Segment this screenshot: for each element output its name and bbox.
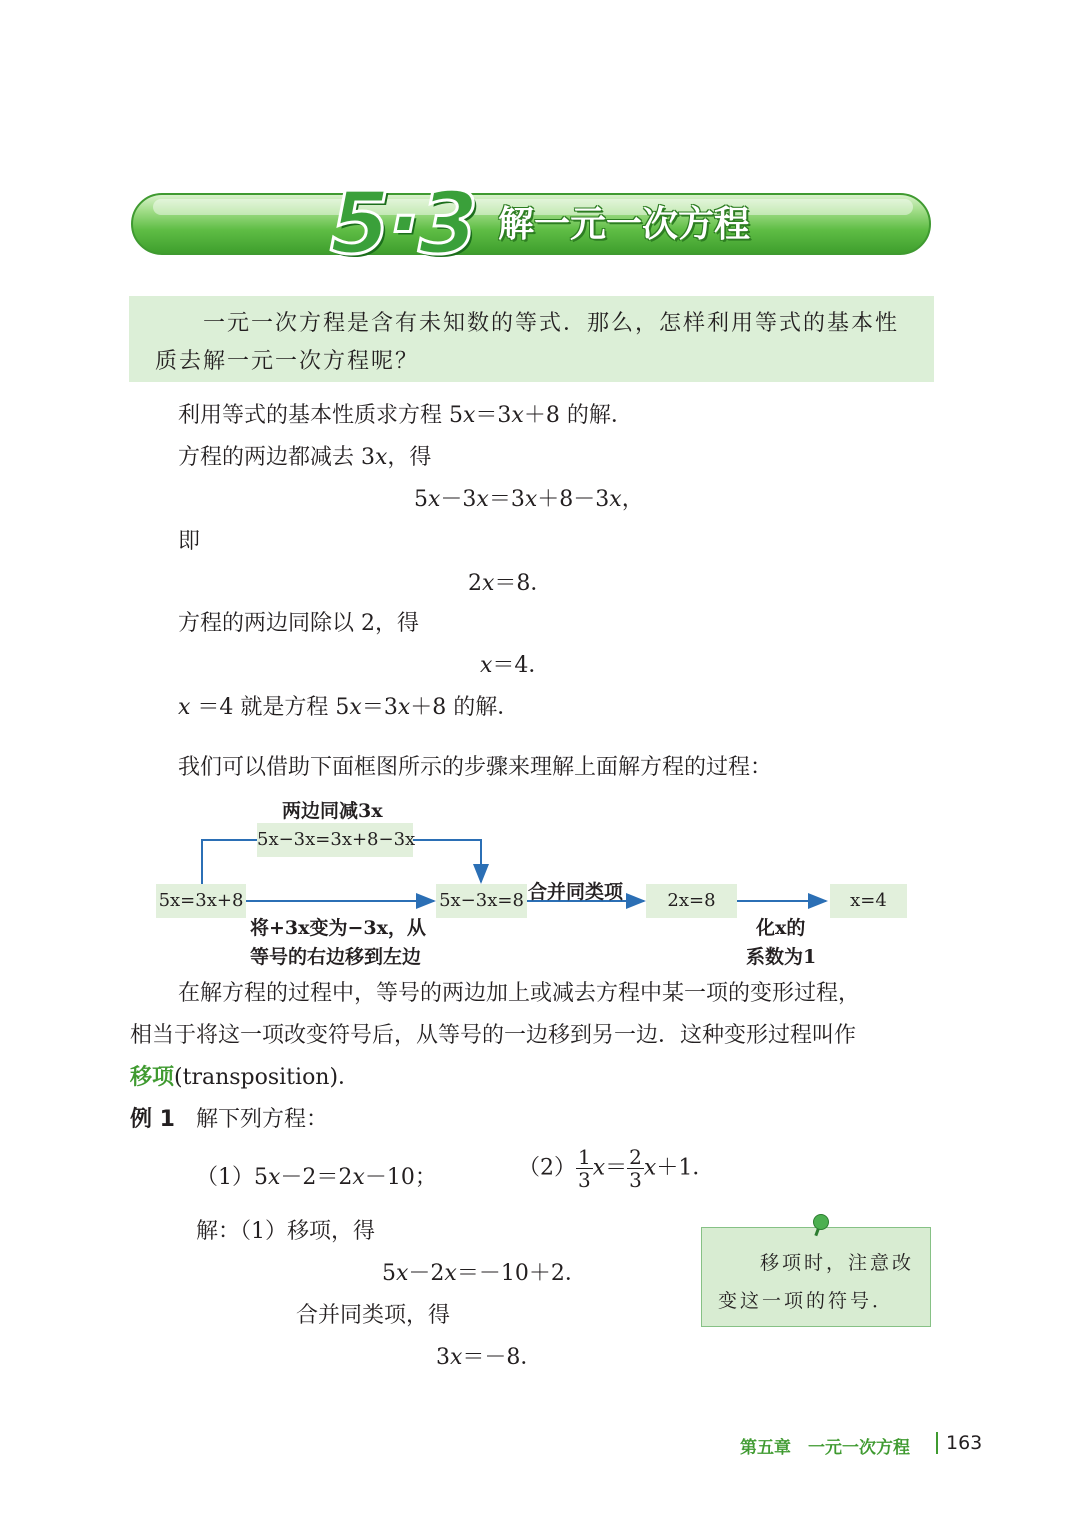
ji-text: 即 — [178, 529, 201, 554]
var-x: x — [396, 1261, 409, 1286]
p1-post: 的解． — [559, 403, 633, 428]
intro-line-2: 质去解一元一次方程呢？ — [155, 349, 420, 374]
var-x: x — [480, 653, 493, 678]
fraction-two-thirds — [627, 1146, 644, 1191]
var-x: x — [349, 695, 362, 720]
var-x: x — [643, 1155, 657, 1181]
flow-box-3: 2x=8 — [646, 884, 737, 918]
footer-divider — [936, 1432, 938, 1454]
solution-line-1: 解：（1）移项，得 — [196, 1219, 375, 1244]
frac-den: 3 — [629, 1168, 642, 1192]
p4-part: ＝4 就是方程 5 — [190, 695, 350, 720]
flow-box-2: 5x−3x=8 — [436, 884, 527, 918]
example-1 — [130, 1102, 328, 1133]
pushpin-icon — [813, 1214, 829, 1230]
var-x: x — [511, 403, 524, 428]
q2-post: ＋1． — [656, 1155, 715, 1181]
example-label: 例 1 — [130, 1107, 175, 1132]
paragraph-6-line-1: 在解方程的过程中，等号的两边加上或减去方程中某一项的变形过程， — [178, 981, 861, 1006]
q1-part: －2＝2 — [280, 1165, 353, 1190]
page-number: 163 — [946, 1432, 983, 1454]
eq-part: 2 — [468, 571, 482, 596]
flow-top-label: 两边同减3x — [282, 800, 383, 822]
note-line-1: 移项时，注意改 — [760, 1252, 915, 1274]
var-x: x — [524, 487, 538, 512]
solution-equation-1 — [382, 1256, 587, 1287]
frac-num: 1 — [578, 1145, 591, 1169]
var-x: x — [450, 1345, 463, 1370]
p4-part: ＋8 的解． — [410, 695, 520, 720]
p2-text: 方程的两边都减去 3 — [178, 445, 375, 470]
footer-chapter: 第五章 一元一次方程 — [740, 1438, 910, 1458]
eq-part: ＝－8． — [462, 1345, 543, 1370]
eq-part: ＝3 — [488, 487, 525, 512]
eq-part: －2 — [408, 1261, 445, 1286]
p1-eq-c: ＋8 — [523, 403, 560, 428]
paragraph-3: 方程的两边同除以 2，得 — [178, 611, 419, 636]
eq-part: ＝4． — [492, 653, 551, 678]
frac-num: 2 — [629, 1145, 642, 1169]
fraction-one-third — [576, 1146, 593, 1191]
var-x: x — [463, 403, 476, 428]
flow-arrow3-label-2: 系数为1 — [746, 946, 817, 968]
tip-note — [701, 1227, 931, 1327]
example-text: 解下列方程： — [195, 1107, 328, 1132]
p2-post: ，得 — [387, 445, 432, 470]
term-transposition: 移项 — [130, 1064, 175, 1090]
eq-part: ＋8－3 — [537, 487, 610, 512]
section-number: 5·3 — [330, 174, 477, 274]
paragraph-6-line-2: 相当于将这一项改变符号后，从等号的一边移到另一边．这种变形过程叫作 — [130, 1023, 857, 1048]
term-english: (transposition)． — [174, 1065, 361, 1090]
question-2 — [518, 1146, 714, 1191]
section-title: 解一元一次方程 — [498, 204, 751, 245]
var-x: x — [444, 1261, 457, 1286]
solution-line-2: 合并同类项，得 — [296, 1303, 451, 1328]
eq-part: ＝－10＋2． — [456, 1261, 587, 1286]
loop-arrow-right — [413, 840, 481, 882]
eq-part: 5 — [382, 1261, 396, 1286]
var-x: x — [178, 695, 191, 720]
flow-arrow1-label-2: 等号的右边移到左边 — [250, 946, 422, 968]
var-x: x — [609, 487, 622, 512]
eq-part: －3 — [440, 487, 477, 512]
paragraph-6-line-3 — [130, 1060, 360, 1091]
flow-arrow1-label-1: 将+3x变为−3x，从 — [250, 917, 426, 939]
flow-top-box: 5x−3x=3x+8−3x — [257, 823, 413, 857]
q1-part: （1）5 — [196, 1165, 268, 1190]
var-x: x — [592, 1155, 606, 1181]
flow-box-1: 5x=3x+8 — [156, 884, 246, 918]
eq-part: ＝8． — [494, 571, 553, 596]
var-x: x — [428, 487, 441, 512]
loop-arrow — [202, 840, 257, 884]
p4-part: ＝3 — [361, 695, 398, 720]
question-1 — [196, 1160, 437, 1191]
flow-arrow3-label-1: 化x的 — [756, 917, 806, 939]
eq-part: 3 — [436, 1345, 450, 1370]
q2-pre: （2） — [518, 1155, 576, 1181]
flow-arrow2-label: 合并同类项 — [528, 881, 624, 903]
flow-box-4: x=4 — [830, 884, 907, 918]
note-line-2: 变这一项的符号． — [718, 1290, 895, 1312]
solution-equation-2 — [436, 1340, 542, 1371]
var-x: x — [476, 487, 489, 512]
var-x: x — [482, 571, 495, 596]
var-x: x — [397, 695, 411, 720]
p1-eq-a: 5 — [449, 403, 463, 428]
eq-part: 5 — [414, 487, 428, 512]
eq-part: ， — [621, 487, 644, 512]
q1-part: －10； — [364, 1165, 437, 1190]
paragraph-5: 我们可以借助下面框图所示的步骤来理解上面解方程的过程： — [178, 755, 773, 780]
var-x: x — [375, 445, 388, 470]
p1-eq-b: ＝3 — [475, 403, 512, 428]
var-x: x — [352, 1165, 365, 1190]
var-x: x — [268, 1165, 281, 1190]
frac-den: 3 — [578, 1168, 591, 1192]
p1-text: 利用等式的基本性质求方程 — [178, 403, 449, 428]
intro-line-1: 一元一次方程是含有未知数的等式．那么，怎样利用等式的基本性 — [203, 311, 900, 336]
q2-mid: ＝ — [605, 1155, 628, 1181]
